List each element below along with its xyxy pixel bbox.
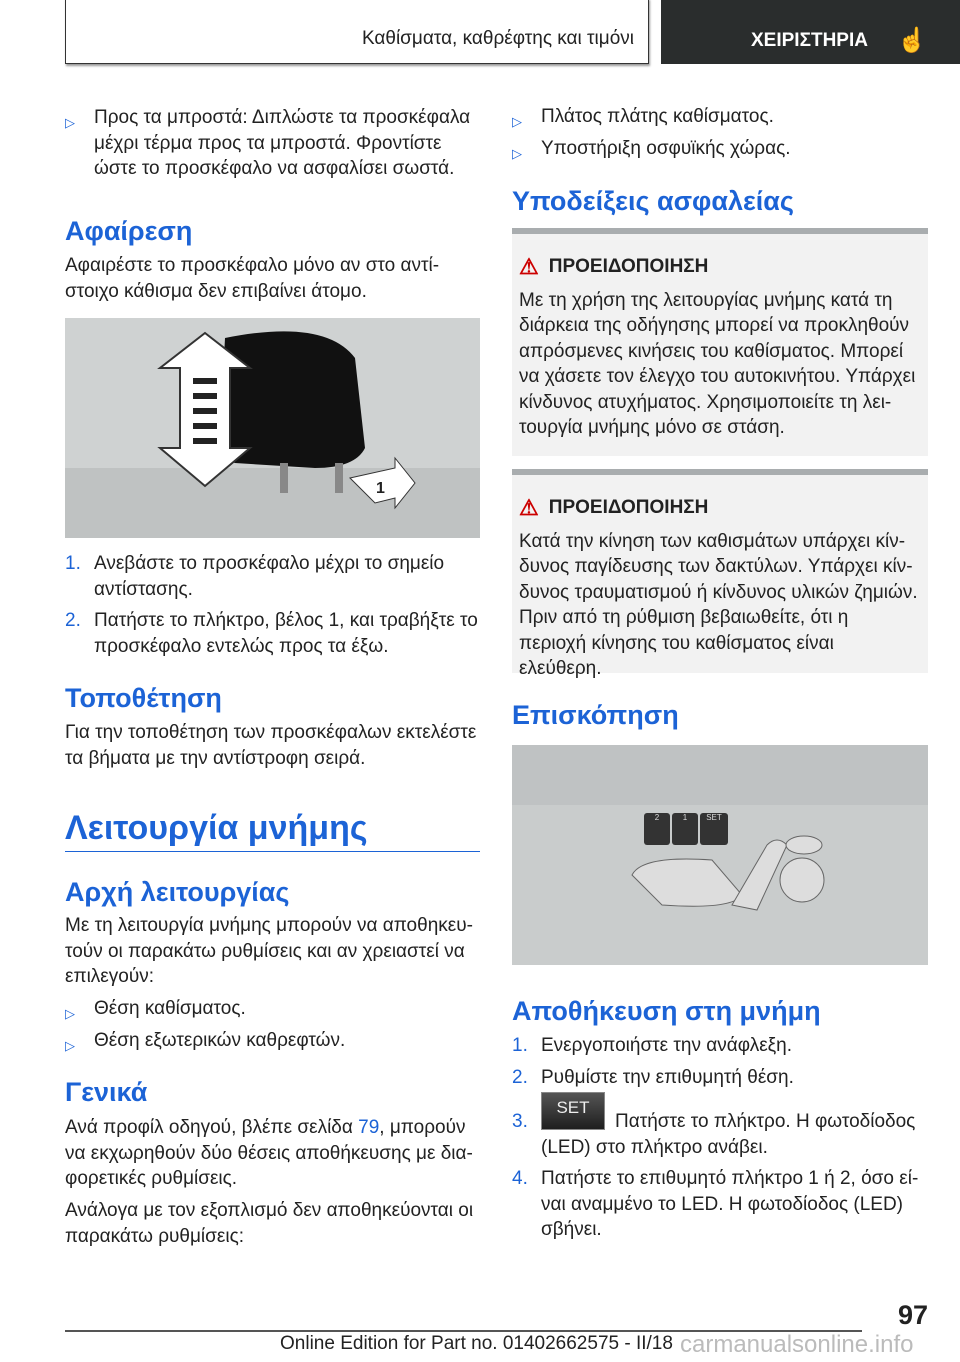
step-text: Πατήστε το πλήκτρο. Η φωτοδίοδος (LED) στο πλήκτρο ανάβει.: [541, 1111, 916, 1158]
triangle-bullet-icon: ▷: [65, 1037, 75, 1053]
memory-set-button[interactable]: SET: [700, 813, 728, 845]
general-text: [65, 1115, 480, 1192]
triangle-bullet-icon: ▷: [65, 115, 75, 130]
chapter-title: Καθίσματα, καθρέφτης και τιμόνι: [361, 28, 634, 49]
list-item: [65, 996, 480, 1022]
warning-title: ΠΡΟΕΙΔΟΠΟΙΗΣΗ: [548, 256, 709, 277]
list-item: [512, 1166, 928, 1243]
triangle-bullet-icon: ▷: [65, 1006, 75, 1021]
step-text: Πατήστε το πλήκτρο, βέλος 1, και τραβήξτε το προσκέφαλο εντελώς προς τα έξω.: [94, 610, 478, 657]
seat-controls-illustration: [512, 745, 928, 965]
memory-button-2[interactable]: 2: [644, 813, 670, 845]
page-link[interactable]: 79: [358, 1117, 380, 1138]
heading-overview: Επισκόπηση: [512, 700, 679, 730]
step-number: 2.: [512, 1066, 528, 1088]
memory-button-1[interactable]: 1: [672, 813, 698, 845]
heading-removal: Αφαίρεση: [65, 216, 193, 246]
bullet-text: Προς τα μπροστά: Διπλώστε τα προσκέφαλα μέχρι τέρμα προς τα μπροστά. Φροντίστε ώστε το προσκέφαλο να ασφαλίσει σωστά.: [94, 107, 471, 179]
warning-triangle-icon: ⚠: [519, 254, 539, 279]
seat-controls-image: [512, 745, 928, 965]
step-number: 4.: [512, 1168, 528, 1189]
warning-triangle-icon: ⚠: [519, 495, 539, 520]
page-number: 97: [897, 1300, 928, 1330]
heading-general: Γενικά: [65, 1077, 148, 1107]
step-number: 1.: [65, 553, 81, 574]
footer-edition: Online Edition for Part no. 01402662575 - II/18: [280, 1333, 673, 1354]
list-item: [65, 551, 480, 602]
heading-store: Αποθήκευση στη μνήμη: [512, 996, 821, 1026]
list-item: [512, 104, 928, 130]
heading-principle: Αρχή λειτουργίας: [65, 877, 290, 907]
removal-steps: [65, 551, 480, 659]
memory-buttons: [644, 813, 728, 845]
general-text-2: Ανάλογα με τον εξοπλισμό δεν αποθηκεύονται οι παρακάτω ρυθμίσεις:: [65, 1200, 474, 1247]
section-title: ΧΕΙΡΙΣΤΗΡΙΑ: [751, 30, 868, 51]
text: , μπορούν να εκχωρηθούν δύο θέσεις αποθήκευσης με διαφορετικές ρυθμίσεις.: [65, 1117, 473, 1189]
text: Ανά προφίλ οδηγού, βλέπε σελίδα: [65, 1117, 359, 1138]
step-number: 2.: [65, 610, 81, 631]
warning-box: [512, 228, 928, 456]
install-text: Για την τοποθέτηση των προσκέφαλων εκτελέστε τα βήματα με την αντίστροφη σειρά.: [65, 722, 477, 769]
heading-safety: Υποδείξεις ασφαλείας: [512, 186, 794, 216]
step-text: Ανεβάστε το προσκέφαλο μέχρι το σημείο αντίστασης.: [94, 553, 445, 600]
list-item: [512, 1065, 928, 1091]
store-steps: [512, 1033, 928, 1243]
hand-pointer-icon: ☝: [897, 27, 927, 54]
bullet-text: Θέση εξωτερικών καθρεφτών.: [94, 1029, 346, 1051]
image-callout: 1: [376, 480, 385, 497]
step-number: 3.: [512, 1111, 528, 1132]
right-bullets: [512, 104, 928, 161]
list-item: [512, 1097, 928, 1160]
warning-text: Κατά την κίνηση των καθισμάτων υπάρχει κίνδυνος παγίδευσης των δακτύλων. Υπάρχει κίνδυνος τραυματισμού ή κίνδυνος υλικών ζημιών. Πριν από τη ρύθμιση βεβαιωθείτε, ότι η περιοχή κίνησης του καθίσματος είναι ελεύθερη.: [519, 530, 918, 679]
warning-box: [512, 469, 928, 679]
set-button-icon: SET: [541, 1092, 605, 1130]
step-number: 1.: [512, 1035, 528, 1056]
bullet-text: Θέση καθίσματος.: [94, 998, 246, 1019]
principle-bullets: [65, 996, 480, 1053]
removal-text: Αφαιρέστε το προσκέφαλο μόνο αν στο αντίστοιχο κάθισμα δεν επιβαίνει άτομο.: [65, 255, 440, 302]
bullet-text: Πλάτος πλάτης καθίσματος.: [541, 106, 774, 127]
warning-text: Με τη χρήση της λειτουργίας μνήμης κατά τη διάρκεια της οδήγησης μπορεί να προκληθούν απρόσμενες κινήσεις του καθίσματος. Μπορεί να χάσετε τον έλεγχο του αυτοκινήτου. Υπάρχει κίνδυνος ατυχήματος. Χρησιμοποιείτε τη λειτουργία μνήμης μόνο σε στάση.: [519, 289, 916, 438]
step-text: Πατήστε το επιθυμητό πλήκτρο 1 ή 2, όσο είναι αναμμένο το LED. Η φωτοδίοδος (LED) σβήνει.: [541, 1168, 919, 1240]
watermark: carmanualsonline.info: [680, 1331, 914, 1358]
warning-title: ΠΡΟΕΙΔΟΠΟΙΗΣΗ: [548, 497, 709, 518]
triangle-bullet-icon: ▷: [512, 145, 522, 161]
principle-text: Με τη λειτουργία μνήμης μπορούν να αποθηκευτούν οι παρακάτω ρυθμίσεις και αν χρειαστεί να επιλεγούν:: [65, 915, 473, 987]
list-item: [65, 105, 480, 182]
header-section-box: [661, 0, 960, 64]
list-item: [65, 608, 480, 659]
bullet-text: Υποστήριξη οσφυϊκής χώρας.: [541, 137, 791, 159]
list-item: [512, 136, 928, 162]
headrest-illustration: [65, 318, 480, 538]
header-chapter-box: [65, 0, 649, 64]
step-text: Ρυθμίστε την επιθυμητή θέση.: [541, 1066, 794, 1088]
list-item: [65, 1028, 480, 1054]
triangle-bullet-icon: ▷: [512, 114, 522, 129]
list-item: [512, 1033, 928, 1059]
step-text: Ενεργοποιήστε την ανάφλεξη.: [541, 1035, 793, 1056]
memory-title: Λειτουργία μνήμης: [65, 808, 480, 852]
headrest-image: [65, 318, 480, 538]
heading-install: Τοποθέτηση: [65, 683, 222, 713]
